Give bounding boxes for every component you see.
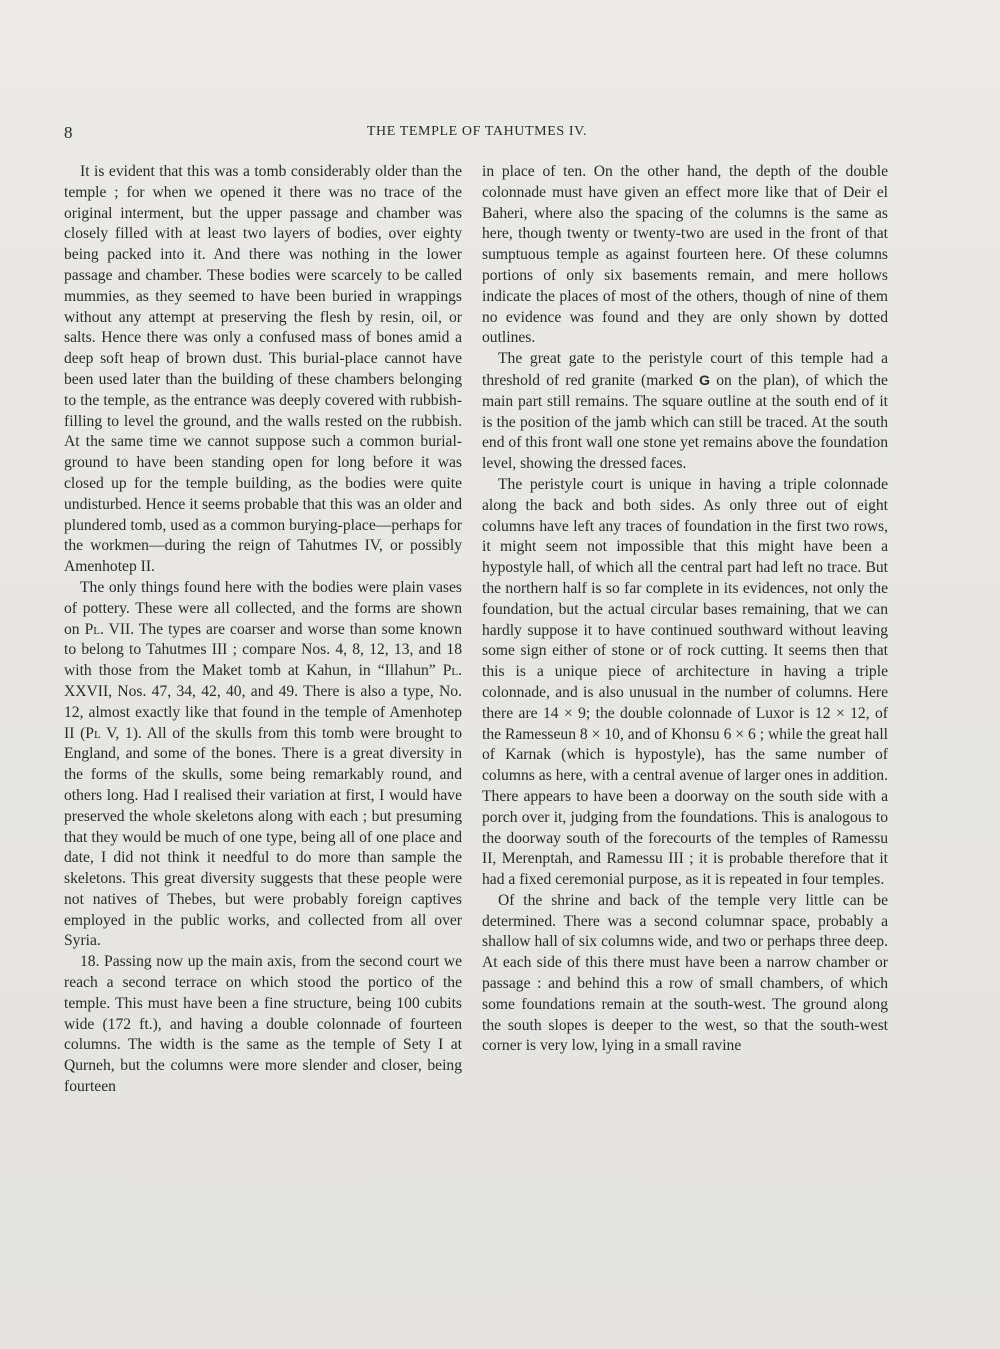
- text-run: XXVII, Nos. 47, 34, 42, 40, and 49. There is also a type, No. 12, almost exactly like that found in the temple of Amenhotep II (: [64, 682, 462, 742]
- paragraph: [482, 349, 888, 475]
- text-run: V, 1). All of the skulls from this tomb were brought to England, and some of the bones. There is a great diversity in the forms of the skulls, some being remarkably round, and others long. Had I realised their variation at first, I would have preserved the whole skeletons along with each ; but presuming that they would be much of one type, being all of one place and date, I did not think it needful to do more than sample the skeletons. This great diversity suggests that these people were not natives of Thebes, but were probably foreign captives employed in the public works, and collected from all over Syria.: [64, 724, 462, 950]
- plate-ref: Pl.: [84, 620, 104, 638]
- left-column: [64, 162, 462, 1098]
- plate-ref: Pl: [85, 724, 101, 742]
- paragraph: It is evident that this was a tomb considerably older than the temple ; for when we opened it there was no trace of the original interment, but the upper passage and chamber was closely filled with at least two layers of bodies, over eighty being packed into it. And there was nothing in the lower passage and chamber. These bodies were scarcely to be called mummies, as they seemed to have been buried in wrappings without any attempt at preserving the flesh by resin, oil, or salts. Hence there was only a confused mass of bones amid a deep soft heap of brown dust. This burial-place cannot have been used later than the building of these chambers belonging to the temple, as the entrance was deeply covered with rubbish-filling to level the ground, and the walls rested on the rubbish. At the same time we cannot suppose such a common burial-ground to have been standing open for long before it was closed up for the temple building, as the bodies were quite undisturbed. Hence it seems probable that this was an older and plundered tomb, used as a common burying-place—perhaps for the workmen—during the reign of Tahutmes IV, or possibly Amenhotep II.: [64, 163, 462, 576]
- text-run: The only things found here with the bodies were plain vases of pottery. These were all collected, and the forms are shown on: [64, 578, 462, 638]
- plate-ref: Pl.: [442, 662, 462, 680]
- right-column: [482, 162, 888, 1057]
- text-run: VII. The types are coarser and worse than some known to belong to Tahutmes III ; compare Nos. 4, 8, 12, 13, and 18 with those from the Maket tomb at Kahun, in “Illahun”: [64, 620, 462, 680]
- paragraph: [64, 578, 462, 952]
- text-run: on the plan), of which the main part still remains. The square outline at the south end of it is the position of the jamb which can still be traced. At the south end of this front wall one stone yet remains above the foundation level, showing the dressed faces.: [482, 371, 888, 473]
- page-number: 8: [64, 123, 73, 142]
- page-header: [64, 123, 890, 143]
- text-run: The great gate to the peristyle court of this temple had a threshold of red granite (marked: [482, 350, 888, 389]
- plan-marker: G: [699, 371, 711, 388]
- paragraph: in place of ten. On the other hand, the depth of the double colonnade must have given an effect more like that of Deir el Baheri, where also the spacing of the columns is the same as here, though twenty or twenty-two are used in the front of that sumptuous temple as against fourteen here. Of these columns portions of only six basements remain, and mere hollows indicate the places of most of the others, though of nine of them no evidence was found and they are only shown by dotted outlines.: [482, 163, 888, 347]
- running-title: THE TEMPLE OF TAHUTMES IV.: [366, 124, 588, 139]
- paragraph: 18. Passing now up the main axis, from the second court we reach a second terrace on which stood the portico of the temple. This must have been a fine structure, being 100 cubits wide (172 ft.), and having a double colonnade of fourteen columns. The width is the same as the temple of Sety I at Qurneh, but the columns were more slender and closer, being fourteen: [64, 953, 462, 1096]
- paragraph: Of the shrine and back of the temple very little can be determined. There was a second columnar space, probably a shallow hall of six columns wide, and two or perhaps three deep. At each side of this there must have been a narrow chamber or passage : and behind this a row of small chambers, of which some foundations remain at the south-west. The ground along the south slopes is deeper to the west, so that the south-west corner is very low, lying in a small ravine: [482, 891, 888, 1055]
- paragraph: The peristyle court is unique in having a triple colonnade along the back and both sides. As only three out of eight columns have left any traces of foundation in the first two rows, it might seem not impossible that this might have been a hypostyle hall, of which all the central part had left no trace. But the northern half is so far complete in its evidences, not only the foundation, but the actual circular bases remaining, that we can hardly suppose it to have continued southward without leaving some sign either of stone or of rock cutting. It seems then that this is a unique piece of architecture in having a triple colonnade, and is also unusual in the number of columns. Here there are 14 × 9; the double colonnade of Luxor is 12 × 12, of the Ramesseun 8 × 10, and of Khonsu 6 × 6 ; while the great hall of Karnak (which is hypostyle), has the same number of columns as here, with a central avenue of larger ones in addition. There appears to have been a doorway on the south side with a porch over it, judging from the foundations. This is analogous to the doorway south of the forecourts of the temples of Ramessu II, Merenptah, and Ramessu III ; it is probable therefore that it had a fixed ceremonial purpose, as it is repeated in four temples.: [482, 475, 888, 889]
